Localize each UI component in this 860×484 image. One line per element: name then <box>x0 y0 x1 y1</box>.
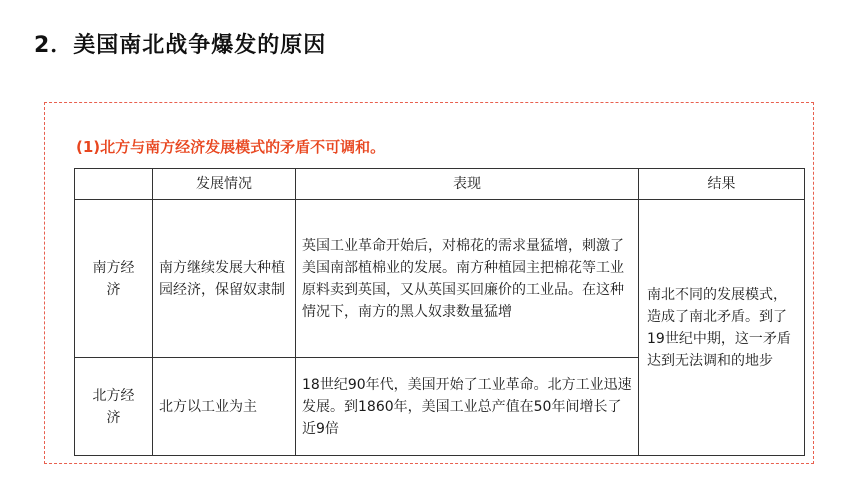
comparison-table <box>74 168 805 456</box>
cell-performance-south: 英国工业革命开始后，对棉花的需求量猛增，刺激了美国南部植棉业的发展。南方种植园主把棉花等工业原料卖到英国，又从英国买回廉价的工业品。在这种情况下，南方的黑人奴隶数量猛增 <box>296 200 639 358</box>
cell-development-north: 北方以工业为主 <box>153 358 296 456</box>
cell-development-south: 南方继续发展大种植园经济，保留奴隶制 <box>153 200 296 358</box>
page-title: 2．美国南北战争爆发的原因 <box>34 33 327 58</box>
table-row-south <box>75 200 805 358</box>
table-header-development: 发展情况 <box>153 169 296 200</box>
row-label-south: 南方经济 <box>75 200 153 358</box>
row-label-north: 北方经济 <box>75 358 153 456</box>
table-header-row <box>75 169 805 200</box>
table-header-performance: 表现 <box>296 169 639 200</box>
cell-result: 南北不同的发展模式，造成了南北矛盾。到了19世纪中期，这一矛盾达到无法调和的地步 <box>639 200 805 456</box>
table-header-empty <box>75 169 153 200</box>
section-subtitle: (1)北方与南方经济发展模式的矛盾不可调和。 <box>76 138 386 156</box>
cell-performance-north: 18世纪90年代，美国开始了工业革命。北方工业迅速发展。到1860年，美国工业总产值在50年间增长了近9倍 <box>296 358 639 456</box>
table-header-result: 结果 <box>639 169 805 200</box>
